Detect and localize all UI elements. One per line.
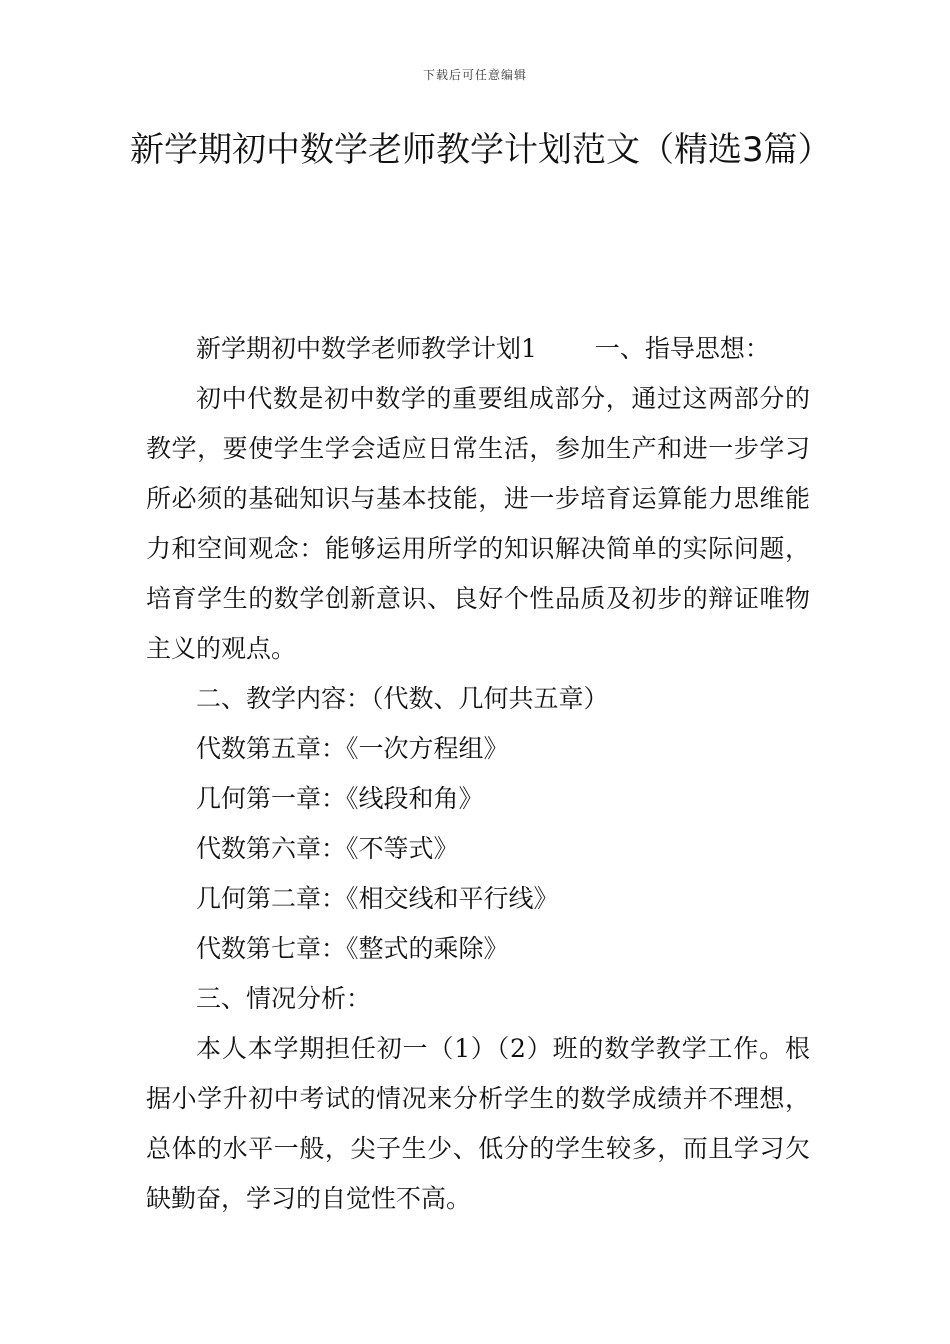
section-heading-line [146,324,810,374]
download-note: 下载后可任意编辑 [422,68,527,82]
subheading-teaching-content: 二、教学内容：（代数、几何共五章） [196,684,609,713]
section-heading: 新学期初中数学老师教学计划1 [196,334,537,363]
document-body [146,324,810,1224]
subheading-guiding-ideology: 一、指导思想： [594,334,770,363]
paragraph-guiding-ideology: 初中代数是初中数学的重要组成部分，通过这两部分的教学，要使学生学会适应日常生活，参加生产和进一步学习所必须的基础知识与基本技能，进一步培育运算能力思维能力和空间观念：能够运用所学的知识解决简单的实际问题，培育学生的数学创新意识、良好个性品质及初步的辩证唯物主义的观点。 [146,384,810,663]
subheading-situation-analysis: 三、情况分析： [196,984,372,1013]
chapter-item: 几何第一章：《线段和角》 [196,784,484,813]
chapter-item: 几何第二章：《相交线和平行线》 [196,884,559,913]
document-title: 新学期初中数学老师教学计划范文（精选3篇） [130,130,832,170]
paragraph-situation-analysis: 本人本学期担任初一（1）（2）班的数学教学工作。根据小学升初中考试的情况来分析学生的数学成绩并不理想，总体的水平一般，尖子生少、低分的学生较多，而且学习欠缺勤奋，学习的自觉性不高。 [146,1034,810,1213]
chapter-item: 代数第六章：《不等式》 [196,834,459,863]
chapter-item: 代数第五章：《一次方程组》 [196,734,509,763]
chapter-item: 代数第七章：《整式的乘除》 [196,934,509,963]
